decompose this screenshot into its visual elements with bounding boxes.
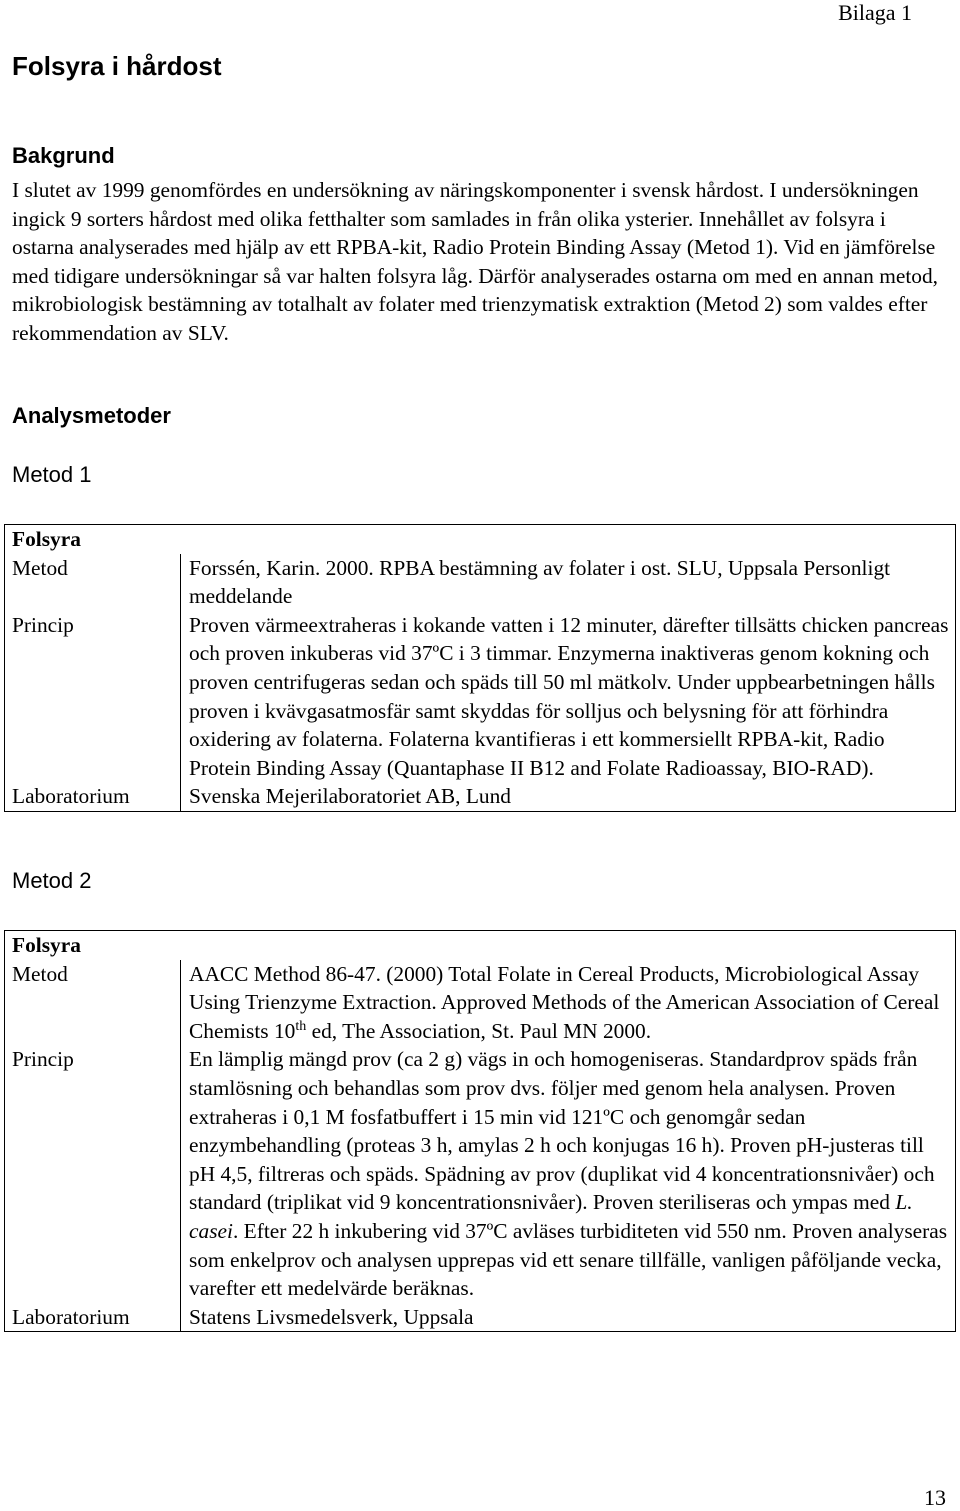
metod-text-part1: AACC Method 86-47. (2000) Total Folate in Cereal Products, Microbiological Assay Using Trienzyme Extraction. Approved Methods of the American Association of Cereal Chemists 10 xyxy=(189,961,940,1043)
row-value xyxy=(181,1045,955,1302)
row-value: Forssén, Karin. 2000. RPBA bestämning av folater i ost. SLU, Uppsala Personligt meddelande xyxy=(189,555,891,609)
method2-table-title: Folsyra xyxy=(12,933,81,957)
metod-superscript: th xyxy=(295,1018,307,1034)
row-label: Laboratorium xyxy=(5,1303,181,1332)
metod-text-part2: ed, The Association, St. Paul MN 2000. xyxy=(306,1018,652,1043)
background-paragraph: I slutet av 1999 genomfördes en undersökning av näringskomponenter i svensk hårdost. I undersökningen ingick 9 sorters hårdost med olika fetthalter som samlades in från olika ysterier. Innehållet av folsyra i ostarna analyserades med hjälp av ett RPBA-kit, Radio Protein Binding Assay (Metod 1). Vid en jämförelse med tidigare undersökningar så var halten folsyra låg. Därför analyserades ostarna om med en annan metod, mikrobiologisk bestämning av totalhalt av folater med trienzymatisk extraktion (Metod 2) som valdes efter rekommendation av SLV. xyxy=(12,178,939,345)
table-row xyxy=(5,611,955,783)
row-label: Princip xyxy=(5,611,181,783)
table-row xyxy=(5,1303,955,1332)
row-label: Princip xyxy=(5,1045,181,1302)
row-value: Svenska Mejerilaboratoriet AB, Lund xyxy=(189,784,511,809)
row-label: Laboratorium xyxy=(5,782,181,811)
table-row xyxy=(5,554,955,611)
method1-table xyxy=(4,524,956,812)
background-heading: Bakgrund xyxy=(12,143,115,168)
method2-table xyxy=(4,930,956,1332)
method1-table-title: Folsyra xyxy=(12,527,81,551)
row-label: Metod xyxy=(5,960,181,1046)
table-row xyxy=(5,960,955,1046)
page-title: Folsyra i hårdost xyxy=(12,51,222,81)
row-value: Statens Livsmedelsverk, Uppsala xyxy=(189,1304,474,1329)
table-row xyxy=(5,1045,955,1302)
princip-italic-organism: L. casei xyxy=(189,1190,913,1243)
row-value xyxy=(181,960,955,1046)
row-value: Proven värmeextraheras i kokande vatten i 12 minuter, därefter tillsätts chicken pancreas och proven inkuberas vid 37ºC i 3 timmar. Enzymerna inaktiveras genom kokning och proven centrifugeras sedan och späds till 50 ml mätkolv. Under uppbearbetningen hålls proven i kvävgasatmosfär samt skyddas för solljus och belysning för att förhindra oxidering av folaterna. Folaterna kvantifieras i ett kommersiellt RPBA-kit, Radio Protein Binding Assay (Quantaphase II B12 and Folate Radioassay, BIO-RAD). xyxy=(189,612,949,780)
method1-heading: Metod 1 xyxy=(12,462,92,487)
table-row xyxy=(5,782,955,811)
appendix-label: Bilaga 1 xyxy=(838,0,912,25)
row-label: Metod xyxy=(5,554,181,611)
princip-text-part1: En lämplig mängd prov (ca 2 g) vägs in och homogeniseras. Standardprov späds från stamlösning och behandlas som prov dvs. följer med genom hela analysen. Proven extraheras i 0,1 M fosfatbuffert i 15 min vid 121ºC och genomgår sedan enzymbehandling (proteas 3 h, amylas 2 h och konjugas 16 h). Proven pH-justeras till pH 4,5, filtreras och späds. Spädning av prov (duplikat vid 4 koncentrationsnivåer) och standard (triplikat vid 9 koncentrationsnivåer). Proven steriliseras och ympas med xyxy=(189,1047,935,1215)
princip-text-part2: . Efter 22 h inkubering vid 37ºC avläses turbiditeten vid 550 nm. Proven analyseras som enkelprov och analysen upprepas vid ett senare tillfälle, vanligen påföljande vecka, varefter ett medelvärde beräknas. xyxy=(189,1218,948,1301)
method2-heading: Metod 2 xyxy=(12,868,92,893)
page-number: 13 xyxy=(924,1485,946,1510)
analysis-heading: Analysmetoder xyxy=(12,403,171,428)
